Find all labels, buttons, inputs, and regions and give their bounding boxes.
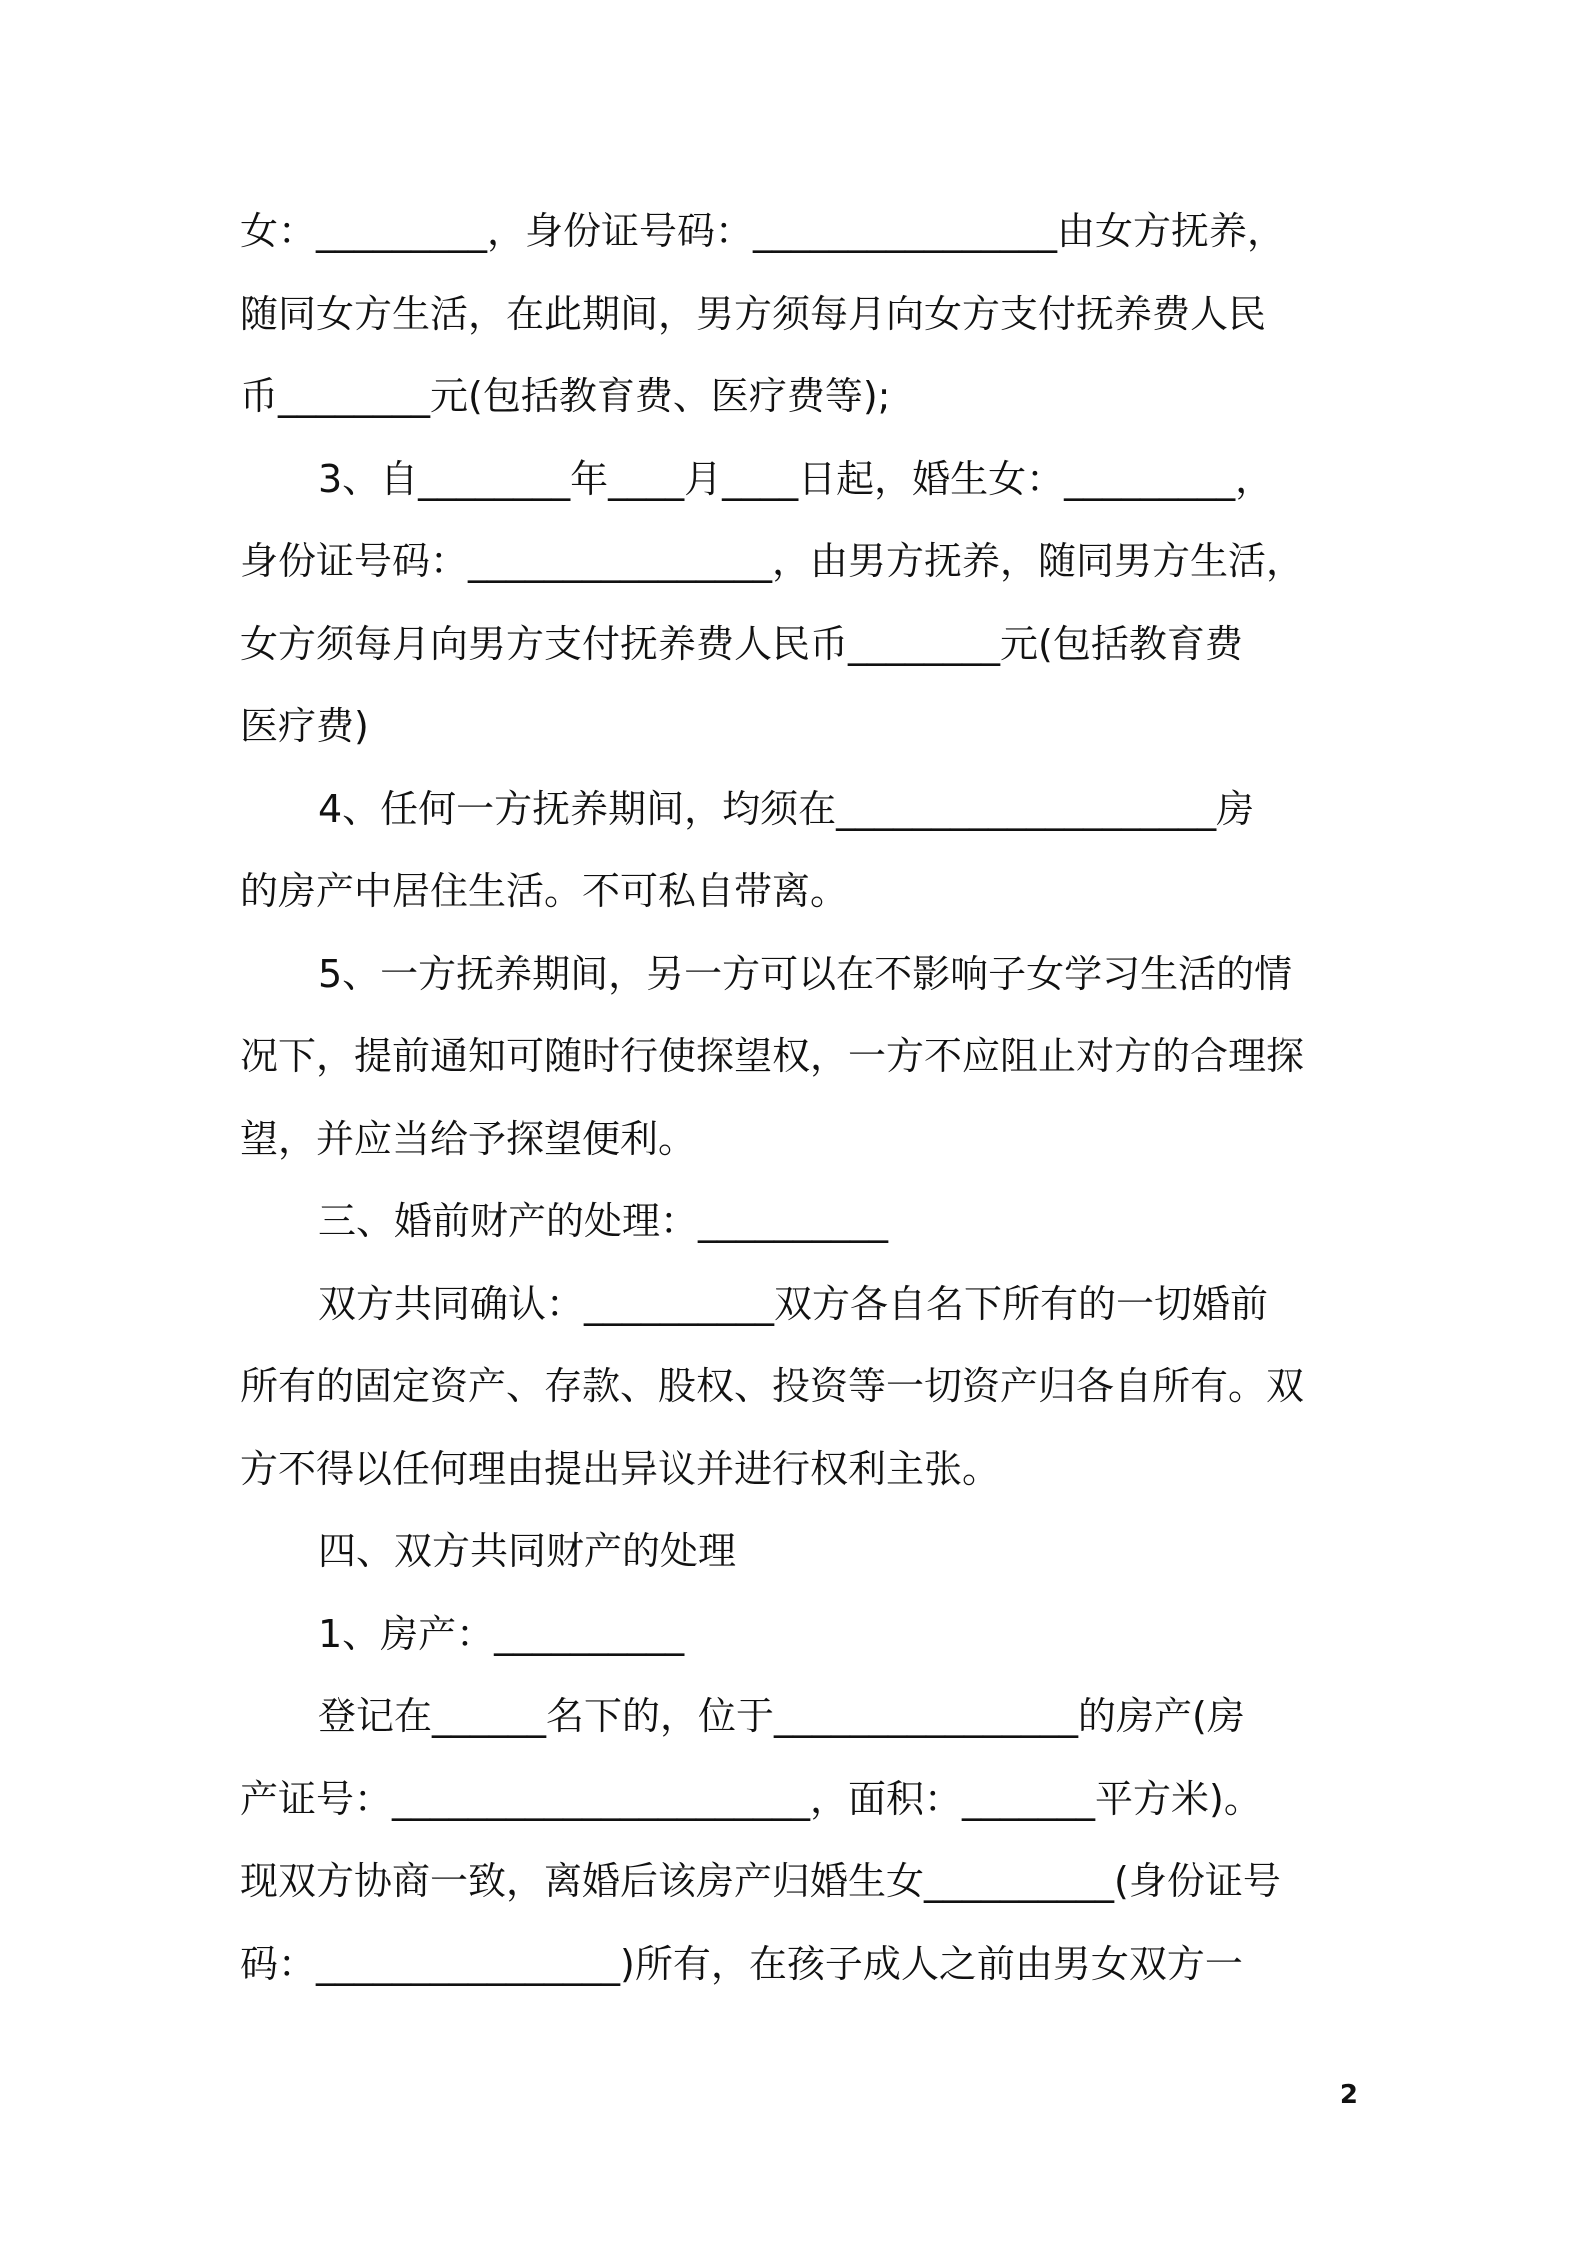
- text-line: 随同女方生活，在此期间，男方须每月向女方支付抚养费人民: [240, 291, 1267, 336]
- text-line: 产证号：______________________，面积：_______平方米)。: [240, 1776, 1262, 1821]
- section-4-heading: 四、双方共同财产的处理: [318, 1529, 737, 1573]
- text-line: 所有的固定资产、存款、股权、投资等一切资产归各自所有。双: [240, 1364, 1305, 1408]
- text-line: 码：________________)所有，在孩子成人之前由男女双方一: [240, 1941, 1243, 1986]
- text-line: 方不得以任何理由提出异议并进行权利主张。: [240, 1446, 1001, 1491]
- clause-5-line: 5、一方抚养期间，另一方可以在不影响子女学习生活的情: [318, 951, 1293, 996]
- section-3-heading: 三、婚前财产的处理：__________: [318, 1199, 889, 1243]
- document-body: [240, 190, 1350, 2005]
- clause-3-line: 3、自________年____月____日起，婚生女：_________，: [318, 456, 1274, 501]
- text-line: 双方共同确认：__________双方各自名下所有的一切婚前: [318, 1281, 1269, 1326]
- property-item-heading: 1、房产：__________: [318, 1611, 685, 1656]
- text-line: 况下，提前通知可随时行使探望权，一方不应阻止对方的合理探: [240, 1034, 1305, 1078]
- text-line: 女：_________，身份证号码：________________由女方抚养，: [240, 209, 1286, 253]
- text-line: 身份证号码：________________，由男方抚养，随同男方生活，: [240, 539, 1305, 583]
- clause-4-line: 4、任何一方抚养期间，均须在____________________房: [318, 786, 1255, 831]
- text-line: 的房产中居住生活。不可私自带离。: [240, 869, 849, 913]
- text-line: 望，并应当给予探望便利。: [240, 1116, 697, 1161]
- text-line: 女方须每月向男方支付抚养费人民币________元(包括教育费: [240, 621, 1243, 666]
- text-line: 现双方协商一致，离婚后该房产归婚生女__________(身份证号: [240, 1859, 1281, 1903]
- page-number: 2: [1339, 2080, 1358, 2110]
- text-line: 医疗费): [240, 704, 369, 748]
- text-line: 登记在______名下的，位于________________的房产(房: [318, 1694, 1245, 1738]
- text-line: 币________元(包括教育费、医疗费等);: [240, 374, 891, 418]
